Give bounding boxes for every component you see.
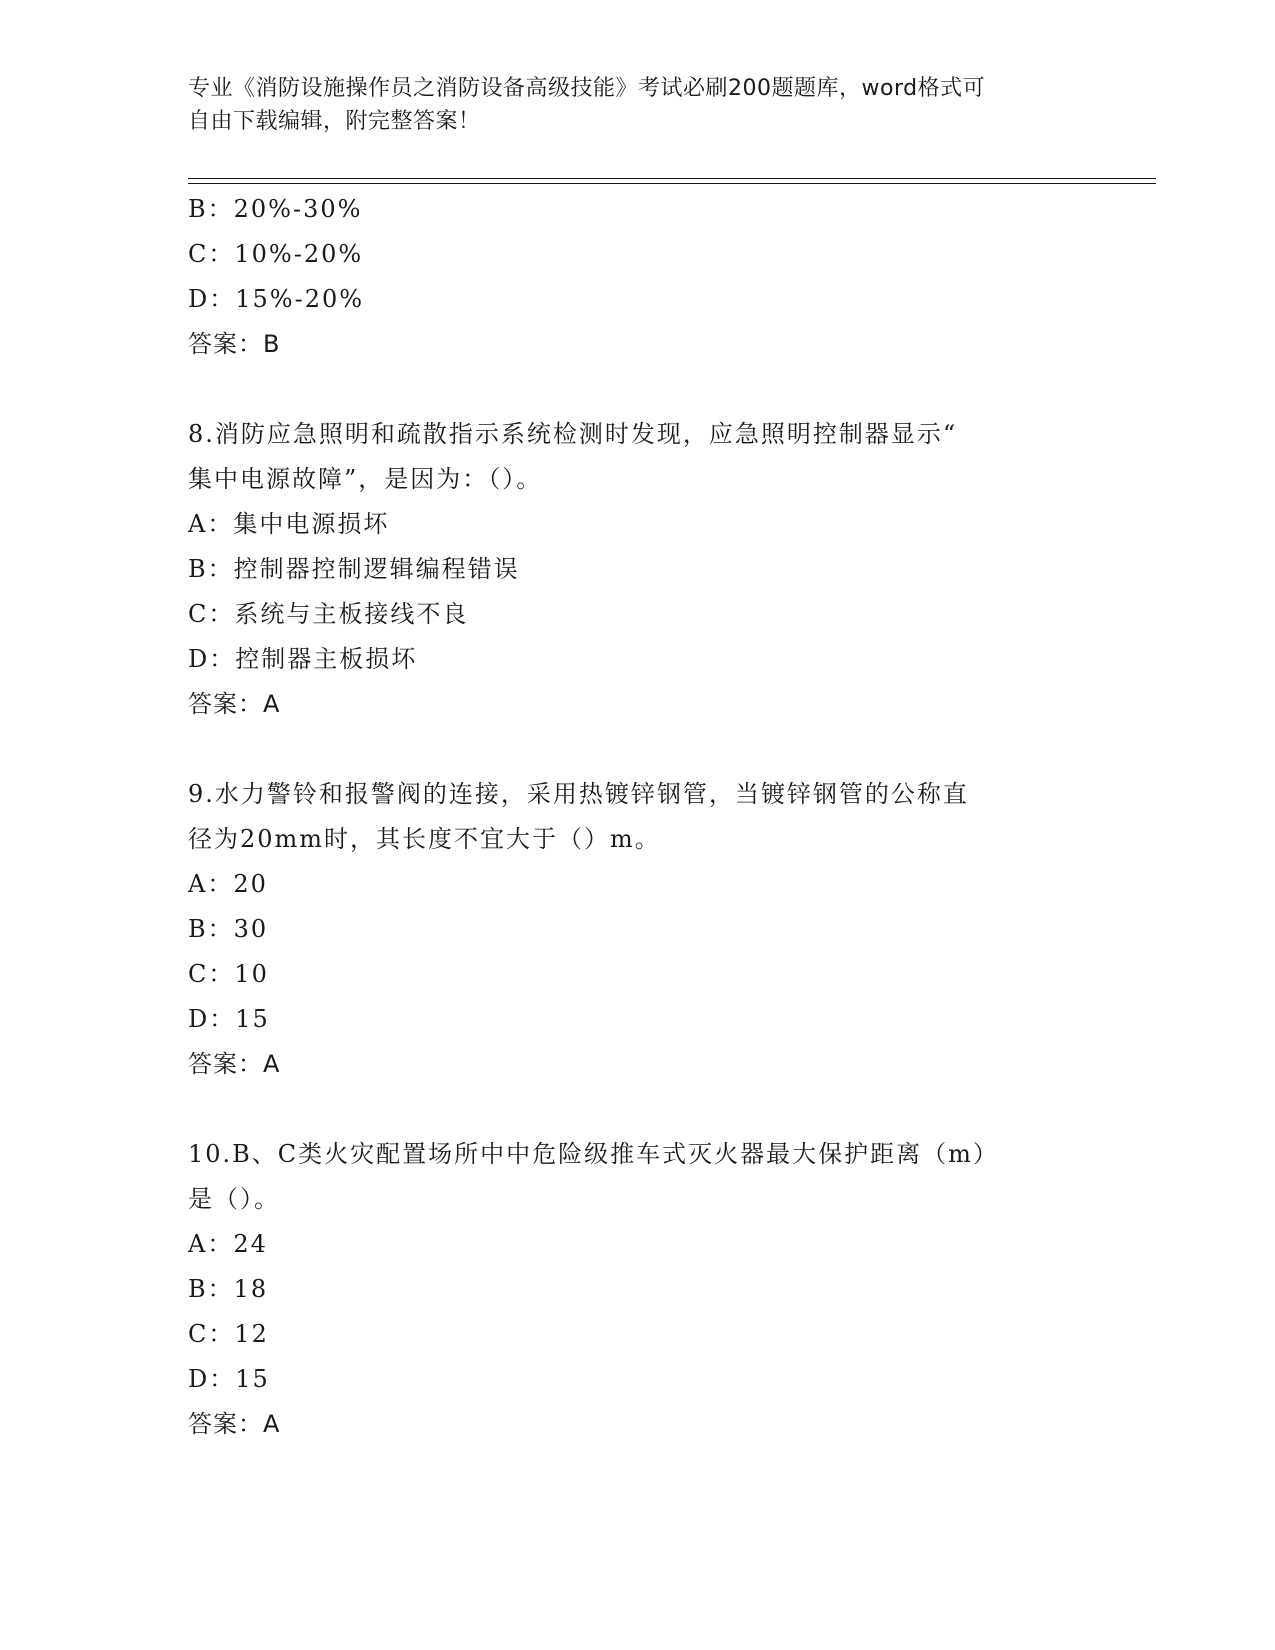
- header-divider-top: [188, 178, 1156, 179]
- q8-stem-line-1: 8.消防应急照明和疏散指示系统检测时发现，应急照明控制器显示“: [188, 420, 958, 448]
- q9-answer: 答案：A: [188, 1050, 281, 1078]
- header-line-2: 自由下载编辑，附完整答案！: [188, 109, 481, 134]
- q7-option-c: C：10%-20%: [188, 240, 364, 268]
- q9-option-d: D：15: [188, 1005, 270, 1033]
- header-line-1: 专业《消防设施操作员之消防设备高级技能》考试必刷200题题库，word格式可: [188, 76, 986, 101]
- q8-answer: 答案：A: [188, 690, 281, 718]
- q9-option-b: B：30: [188, 915, 269, 943]
- q10-stem-line-2: 是（）。: [188, 1185, 280, 1213]
- q10-option-a: A：24: [188, 1230, 268, 1258]
- document-header: [188, 72, 1068, 138]
- header-divider-bottom: [188, 183, 1156, 184]
- q9-option-c: C：10: [188, 960, 269, 988]
- q10-answer: 答案：A: [188, 1410, 281, 1438]
- q10-option-d: D：15: [188, 1365, 270, 1393]
- q7-option-b: B：20%-30%: [188, 195, 363, 223]
- q7-option-d: D：15%-20%: [188, 285, 365, 313]
- q10-option-b: B：18: [188, 1275, 269, 1303]
- q8-stem-line-2: 集中电源故障”，是因为：（）。: [188, 465, 543, 493]
- q7-answer: 答案：B: [188, 330, 281, 358]
- q8-option-d: D：控制器主板损坏: [188, 645, 418, 673]
- q8-option-c: C：系统与主板接线不良: [188, 600, 469, 628]
- q8-option-a: A：集中电源损坏: [188, 510, 390, 538]
- q10-option-c: C：12: [188, 1320, 269, 1348]
- q8-option-b: B：控制器控制逻辑编程错误: [188, 555, 520, 583]
- q9-stem-line-2: 径为20mm时，其长度不宜大于（）m。: [188, 825, 661, 853]
- q9-stem-line-1: 9.水力警铃和报警阀的连接，采用热镀锌钢管，当镀锌钢管的公称直: [188, 780, 969, 808]
- q9-option-a: A：20: [188, 870, 268, 898]
- q10-stem-line-1: 10.B、C类火灾配置场所中中危险级推车式灭火器最大保护距离（m）: [188, 1140, 999, 1168]
